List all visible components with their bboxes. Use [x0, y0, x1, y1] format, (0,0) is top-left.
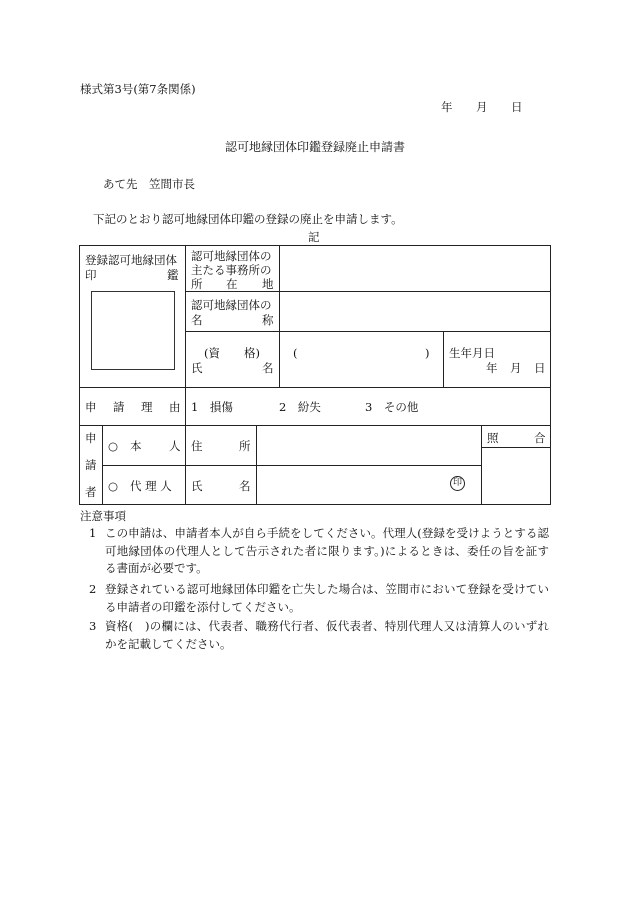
note-number: 2 [89, 582, 97, 596]
rep-name-char-b: 名 [262, 361, 274, 375]
rule-office-bottom [185, 291, 551, 292]
reason-label-char: 請 [113, 400, 125, 414]
reason-option-lost[interactable]: 2 紛失 [279, 400, 321, 414]
rule-verify-left [481, 425, 482, 505]
applicant-name-char-a: 氏 [191, 479, 203, 493]
seal-stamp-mark: 印 [450, 476, 465, 491]
seal-label-char-b: 鑑 [167, 268, 179, 282]
ki-marker: 記 [308, 230, 320, 244]
rule-birth-left [443, 331, 444, 387]
office-label-line1: 認可地縁団体の [191, 249, 272, 263]
applicant-label-char: 者 [85, 485, 97, 499]
note-item [89, 581, 549, 616]
name-label-char-a: 名 [191, 313, 203, 327]
note-number: 1 [89, 526, 97, 540]
note-item [89, 525, 549, 578]
self-label-char-b: 人 [169, 439, 181, 453]
date-day-label: 日 [511, 100, 523, 114]
agent-checkbox[interactable]: ○ [108, 479, 119, 493]
applicant-label-char: 請 [85, 458, 97, 472]
rep-name-char-a: 氏 [191, 361, 203, 375]
date-month-label: 月 [476, 100, 488, 114]
rule-label-right [279, 245, 280, 387]
note-item [89, 618, 549, 653]
office-label-char-c: 地 [262, 277, 274, 291]
name-label-line1: 認可地縁団体の [191, 298, 272, 312]
rule-role-right [185, 425, 186, 505]
birth-year-label: 年 [486, 361, 498, 375]
rule-applicant-right [102, 425, 103, 505]
applicant-name-char-b: 名 [239, 479, 251, 493]
intro-text: 下記のとおり認可地縁団体印鑑の登録の廃止を申請します。 [93, 212, 403, 226]
applicant-label-char: 申 [85, 431, 97, 445]
seal-label-line1: 登録認可地縁団体 [85, 253, 177, 267]
rule-name-bottom [185, 331, 551, 332]
self-label-char-a: 本 [130, 439, 142, 453]
qualification-paren-close: ) [425, 346, 430, 360]
addressee: あて先 笠間市長 [103, 177, 195, 191]
rule-verify-header [481, 447, 551, 448]
agent-label: 代 理 人 [130, 479, 172, 493]
qualification-paren-open: ( [293, 346, 298, 360]
birth-day-label: 日 [534, 361, 546, 375]
reason-option-other[interactable]: 3 その他 [365, 400, 419, 414]
date-year-label: 年 [441, 100, 453, 114]
office-label-char-b: 在 [226, 277, 238, 291]
rep-qualification-close: 格) [244, 346, 260, 360]
office-label-line2: 主たる事務所の [191, 263, 272, 277]
birth-month-label: 月 [510, 361, 522, 375]
verify-label-char-a: 照 [487, 431, 499, 445]
rule-self-bottom [102, 465, 481, 466]
note-text: この申請は、申請者本人が自ら手続をしてください。代理人(登録を受けようとする認可地縁団体の代理人として告示された者に限ります。)によるときは、委任の旨を証する書面が必要です。 [105, 526, 549, 575]
address-label-char-a: 住 [191, 439, 203, 453]
self-checkbox[interactable]: ○ [108, 439, 119, 453]
rule-field-label-right [256, 425, 257, 505]
reason-label-char: 由 [169, 400, 181, 414]
note-number: 3 [89, 619, 97, 633]
reason-label-char: 申 [85, 400, 97, 414]
seal-label-char-a: 印 [85, 268, 97, 282]
note-text: 資格( )の欄には、代表者、職務代行者、仮代表者、特別代理人又は清算人のいずれかを記載してください。 [105, 619, 549, 651]
rule-seal-right [185, 245, 186, 425]
document-title: 認可地縁団体印鑑登録廃止申請書 [224, 140, 405, 154]
office-label-char-a: 所 [191, 277, 203, 291]
rep-qualification-open: (資 [204, 346, 220, 360]
form-number: 様式第3号(第7条関係) [80, 82, 196, 96]
notes-heading: 注意事項 [80, 509, 126, 523]
verify-label-char-b: 合 [534, 431, 546, 445]
note-text: 登録されている認可地縁団体印鑑を亡失した場合は、笠間市において登録を受けている申請者の印鑑を添付してください。 [105, 582, 549, 614]
name-label-char-b: 称 [262, 313, 274, 327]
address-label-char-b: 所 [239, 439, 251, 453]
reason-option-damage[interactable]: 1 損傷 [191, 400, 233, 414]
rule-rep-bottom [79, 387, 551, 388]
reason-label-char: 理 [141, 400, 153, 414]
birth-date-label: 生年月日 [449, 346, 495, 360]
seal-impression-box [91, 291, 175, 370]
